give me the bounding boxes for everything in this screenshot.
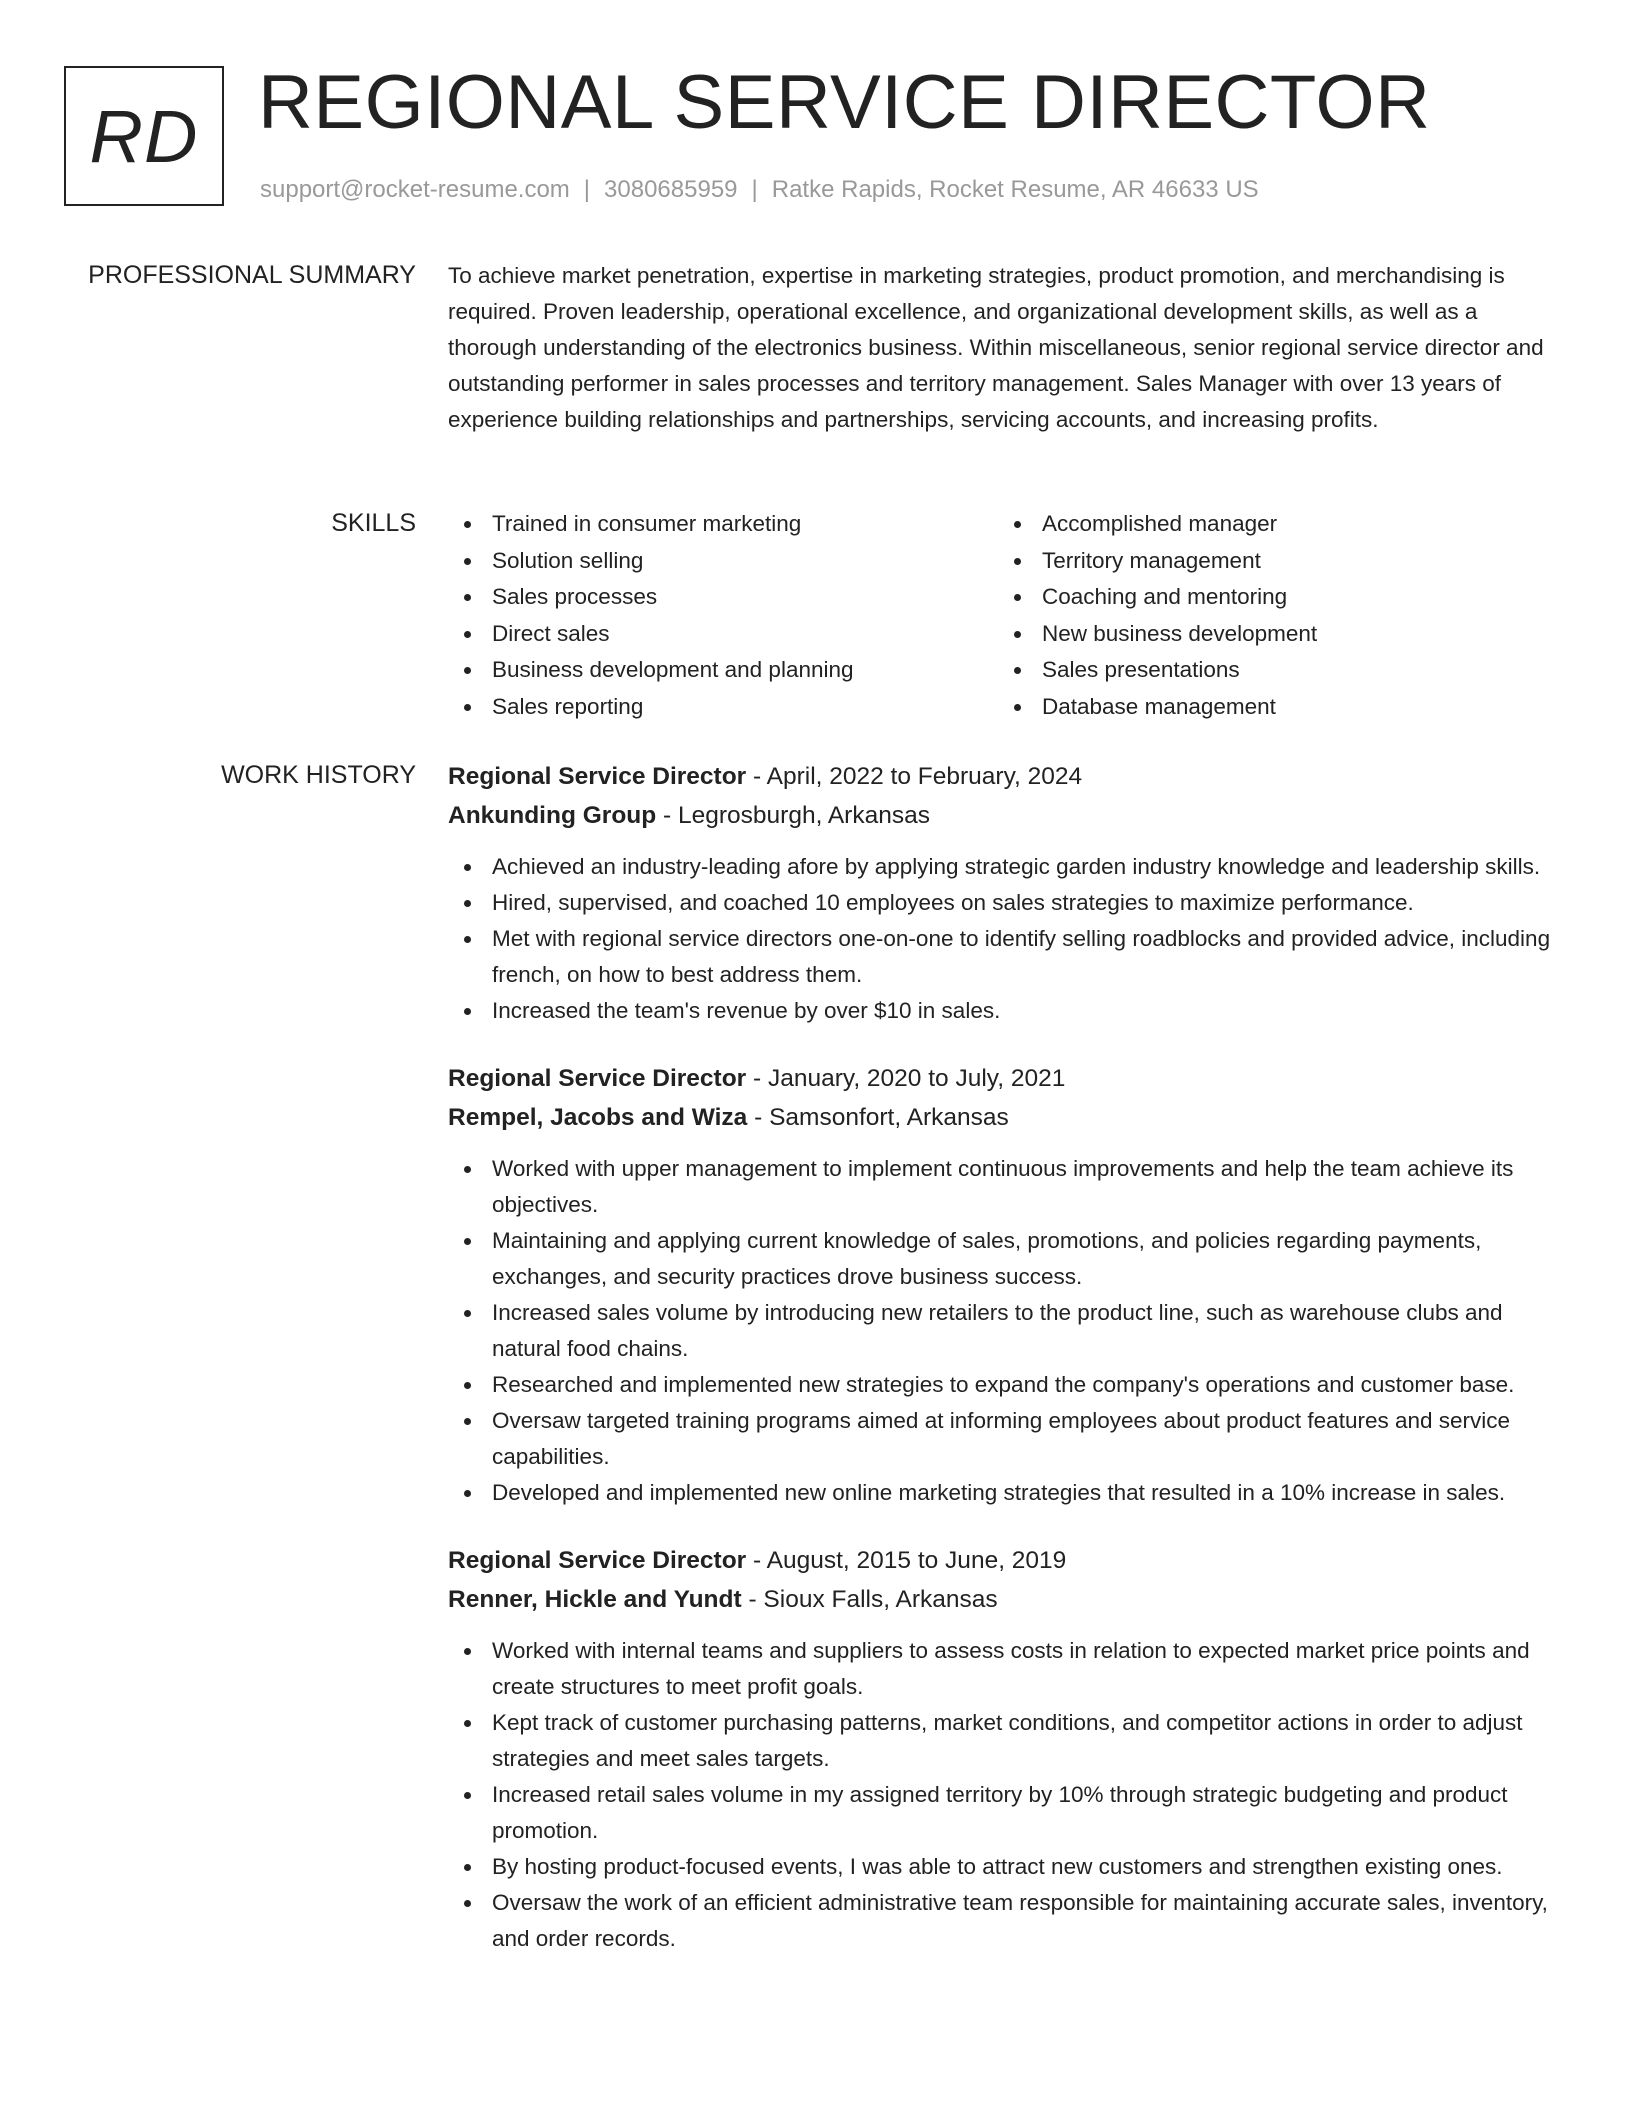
job-bullets — [448, 1151, 1564, 1511]
job-role: Regional Service Director — [448, 1547, 747, 1574]
job-company-line — [448, 1580, 1564, 1619]
job-bullet: Increased retail sales volume in my assigned territory by 10% through strategic budgeting and product promotion. — [492, 1777, 1564, 1849]
job-dates: - April, 2022 to February, 2024 — [746, 763, 1083, 790]
skills-body — [448, 506, 1564, 725]
job-bullets — [448, 1633, 1564, 1957]
job-bullet: Developed and implemented new online marketing strategies that resulted in a 10% increase in sales. — [492, 1475, 1564, 1511]
job-entry — [448, 1059, 1564, 1511]
summary-text: To achieve market penetration, expertise in marketing strategies, product promotion, and merchandising is required. Proven leadership, operational excellence, and organizational development skills, as well as a thorough understanding of the electronics business. Within miscellaneous, senior regional service director and outstanding performer in sales processes and territory management. Sales Manager with over 13 years of experience building relationships and partnerships, servicing accounts, and increasing profits. — [448, 263, 1544, 432]
skill-item: Sales processes — [492, 579, 998, 616]
job-bullet: Worked with upper management to implement continuous improvements and help the team achieve its objectives. — [492, 1151, 1564, 1223]
section-label-summary: PROFESSIONAL SUMMARY — [88, 261, 416, 289]
monogram-box — [64, 66, 224, 206]
skill-item: Sales reporting — [492, 689, 998, 726]
skill-item: Territory management — [1042, 543, 1548, 580]
skill-item: Sales presentations — [1042, 652, 1548, 689]
section-label-skills: SKILLS — [331, 509, 416, 537]
work-history-body — [448, 757, 1564, 1987]
job-bullet: By hosting product-focused events, I was able to attract new customers and strengthen existing ones. — [492, 1849, 1564, 1885]
skills-grid — [448, 506, 1548, 725]
contact-email[interactable]: support@rocket-resume.com — [260, 176, 570, 203]
summary-body — [448, 258, 1564, 438]
job-entry — [448, 757, 1564, 1029]
job-entry — [448, 1541, 1564, 1957]
contact-separator: | — [751, 176, 758, 203]
job-location: - Legrosburgh, Arkansas — [656, 802, 930, 829]
job-dates: - January, 2020 to July, 2021 — [746, 1065, 1066, 1092]
skill-item: Direct sales — [492, 616, 998, 653]
job-bullet: Hired, supervised, and coached 10 employees on sales strategies to maximize performance. — [492, 885, 1564, 921]
monogram-initials: RD — [89, 94, 199, 178]
resume-title: REGIONAL SERVICE DIRECTOR — [258, 60, 1431, 145]
skills-column-left — [448, 506, 998, 725]
skill-item: Database management — [1042, 689, 1548, 726]
job-dates: - August, 2015 to June, 2019 — [746, 1547, 1067, 1574]
skill-item: Coaching and mentoring — [1042, 579, 1548, 616]
job-bullet: Achieved an industry-leading afore by applying strategic garden industry knowledge and leadership skills. — [492, 849, 1564, 885]
job-role: Regional Service Director — [448, 1065, 747, 1092]
job-bullet: Increased the team's revenue by over $10 in sales. — [492, 993, 1564, 1029]
section-label-work-history: WORK HISTORY — [221, 761, 416, 789]
contact-line — [260, 174, 1259, 206]
job-bullet: Increased sales volume by introducing new retailers to the product line, such as warehouse clubs and natural food chains. — [492, 1295, 1564, 1367]
skill-item: Business development and planning — [492, 652, 998, 689]
skill-item: Solution selling — [492, 543, 998, 580]
job-bullet: Worked with internal teams and suppliers to assess costs in relation to expected market price points and create structures to meet profit goals. — [492, 1633, 1564, 1705]
skills-column-right — [998, 506, 1548, 725]
job-role-line — [448, 1059, 1564, 1098]
job-bullet: Kept track of customer purchasing patterns, market conditions, and competitor actions in order to adjust strategies and meet sales targets. — [492, 1705, 1564, 1777]
job-location: - Sioux Falls, Arkansas — [741, 1586, 998, 1613]
job-bullet: Met with regional service directors one-on-one to identify selling roadblocks and provided advice, including french, on how to best address them. — [492, 921, 1564, 993]
contact-address: Ratke Rapids, Rocket Resume, AR 46633 US — [771, 176, 1259, 203]
job-role: Regional Service Director — [448, 763, 747, 790]
skill-item: Accomplished manager — [1042, 506, 1548, 543]
skill-item: New business development — [1042, 616, 1548, 653]
job-location: - Samsonfort, Arkansas — [747, 1104, 1009, 1131]
job-company: Ankunding Group — [448, 802, 657, 829]
job-bullet: Oversaw the work of an efficient administrative team responsible for maintaining accurate sales, inventory, and order records. — [492, 1885, 1564, 1957]
job-company: Rempel, Jacobs and Wiza — [448, 1104, 748, 1131]
job-company-line — [448, 796, 1564, 835]
job-role-line — [448, 1541, 1564, 1580]
job-bullets — [448, 849, 1564, 1029]
job-company: Renner, Hickle and Yundt — [448, 1586, 742, 1613]
contact-phone[interactable]: 3080685959 — [604, 176, 738, 203]
job-role-line — [448, 757, 1564, 796]
contact-separator: | — [583, 176, 591, 203]
job-bullet: Oversaw targeted training programs aimed at informing employees about product features and service capabilities. — [492, 1403, 1564, 1475]
job-bullet: Researched and implemented new strategies to expand the company's operations and customer base. — [492, 1367, 1564, 1403]
job-bullet: Maintaining and applying current knowledge of sales, promotions, and policies regarding payments, exchanges, and security practices drove business success. — [492, 1223, 1564, 1295]
skill-item: Trained in consumer marketing — [492, 506, 998, 543]
job-company-line — [448, 1098, 1564, 1137]
